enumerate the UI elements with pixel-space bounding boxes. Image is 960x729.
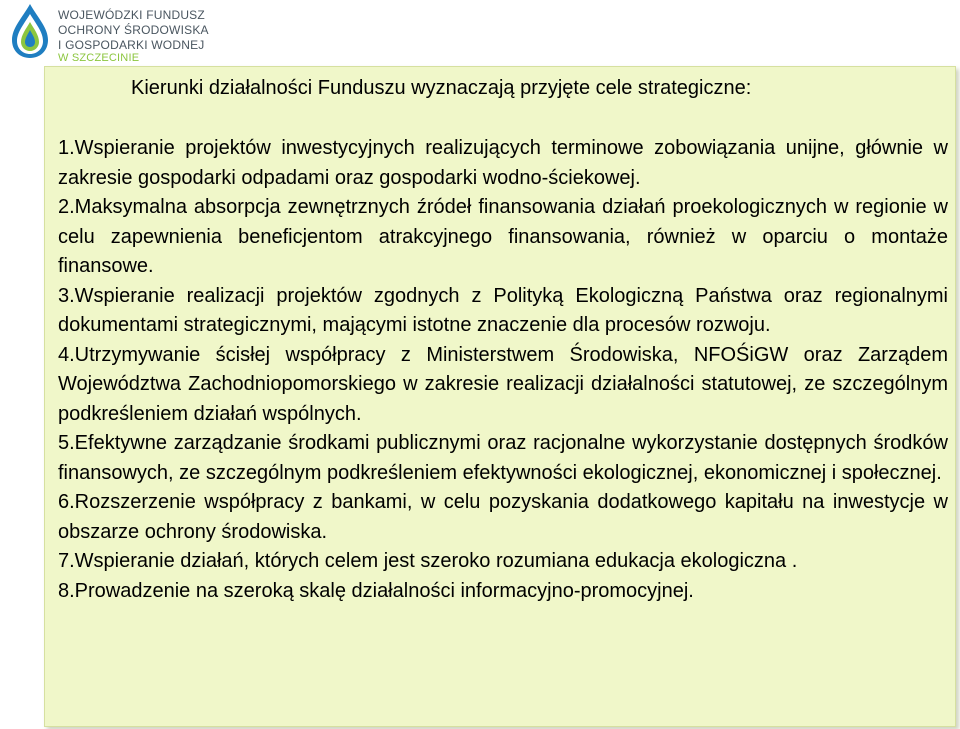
goal-item-5: 5.Efektywne zarządzanie środkami publicznymi oraz racjonalne wykorzystanie dostępnych środków finansowych, ze szczególnym podkreśleniem efektywności ekologicznej, ekonomicznej i społecznej. xyxy=(58,432,948,484)
goal-item-2: 2.Maksymalna absorpcja zewnętrznych źródeł finansowania działań proekologicznych w regionie w celu zapewnienia beneficjentom atrakcyjnego finansowania, również w oparciu o montaże finansowe. xyxy=(58,196,948,277)
page-heading: Kierunki działalności Funduszu wyznaczają przyjęte cele strategiczne: xyxy=(131,77,752,99)
logo-line-2: OCHRONY ŚRODOWISKA xyxy=(58,23,209,37)
logo-line-3: I GOSPODARKI WODNEJ xyxy=(58,38,205,52)
content-panel xyxy=(44,66,956,727)
logo-text xyxy=(58,8,209,64)
goals-list xyxy=(58,134,948,606)
goal-item-3: 3.Wspieranie realizacji projektów zgodnych z Polityką Ekologiczną Państwa oraz regionalnymi dokumentami strategicznymi, mającymi istotne znaczenie dla procesów rozwoju. xyxy=(58,284,948,336)
goal-item-8: 8.Prowadzenie na szeroką skalę działalności informacyjno-promocyjnej. xyxy=(58,579,694,602)
goal-item-1: 1.Wspieranie projektów inwestycyjnych realizujących terminowe zobowiązania unijne, głównie w zakresie gospodarki odpadami oraz gospodarki wodno-ściekowej. xyxy=(58,137,948,189)
goal-item-7: 7.Wspieranie działań, których celem jest szeroko rozumiana edukacja ekologiczna . xyxy=(58,550,798,572)
logo-line-1: WOJEWÓDZKI FUNDUSZ xyxy=(58,8,205,22)
water-drop-icon xyxy=(8,2,52,60)
logo-city: W SZCZECINIE xyxy=(58,52,140,64)
logo xyxy=(4,2,209,64)
goal-item-4: 4.Utrzymywanie ścisłej współpracy z Ministerstwem Środowiska, NFOŚiGW oraz Zarządem Województwa Zachodniopomorskiego w zakresie realizacji działalności statutowej, ze szczególnym podkreśleniem działań wspólnych. xyxy=(58,343,948,425)
goal-item-6: 6.Rozszerzenie współpracy z bankami, w celu pozyskania dodatkowego kapitału na inwestycje w obszarze ochrony środowiska. xyxy=(58,491,948,543)
